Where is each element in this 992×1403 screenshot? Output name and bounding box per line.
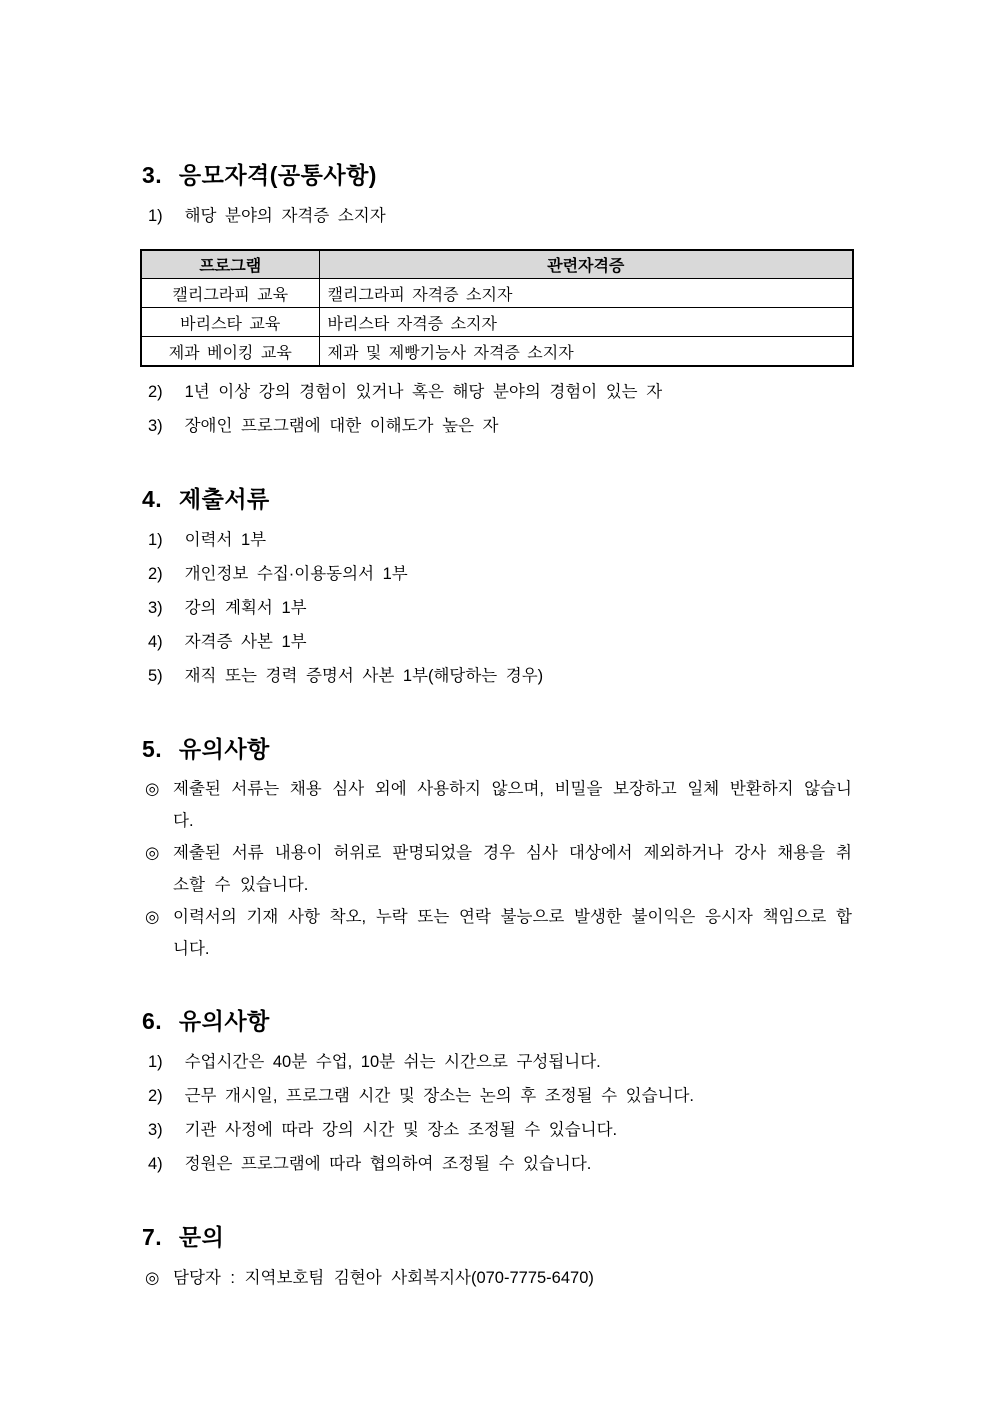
item-marker: 1): [148, 531, 163, 549]
program-cell: 제과 베이킹 교육: [141, 337, 319, 367]
list-item: [140, 1045, 852, 1079]
contact-text: 담당자 : 지역보호팀 김현아 사회복지사(070-7775-6470): [173, 1269, 594, 1287]
bullet-item: [140, 837, 852, 901]
list-item: [140, 591, 852, 625]
section-title: 유의사항: [178, 1008, 270, 1034]
section-heading: [142, 1223, 852, 1251]
double-circle-bullet-icon: ◎: [145, 780, 160, 798]
certificate-cell: 캘리그라피 자격증 소지자: [319, 279, 853, 308]
item-text: 강의 계획서 1부: [184, 599, 307, 617]
item-text: 재직 또는 경력 증명서 사본 1부(해당하는 경우): [184, 667, 544, 685]
section-heading: [142, 485, 852, 513]
section-notes-2: [140, 1007, 852, 1181]
item-marker: 2): [148, 565, 163, 583]
section-number: 7.: [142, 1224, 163, 1250]
item-text: 이력서 1부: [184, 531, 267, 549]
bullet-text: 제출된 서류는 채용 심사 외에 사용하지 않으며, 비밀을 보장하고 일체 반환하지 않습니다.: [173, 780, 852, 830]
item-marker: 1): [148, 1053, 163, 1071]
section-heading: [142, 1007, 852, 1035]
list-item: [140, 199, 852, 233]
double-circle-bullet-icon: ◎: [145, 1269, 160, 1287]
program-cell: 바리스타 교육: [141, 308, 319, 337]
section-title: 응모자격(공통사항): [178, 162, 377, 188]
program-cell: 캘리그라피 교육: [141, 279, 319, 308]
item-text: 근무 개시일, 프로그램 시간 및 장소는 논의 후 조정될 수 있습니다.: [184, 1087, 695, 1105]
section-title: 문의: [178, 1224, 225, 1250]
list-item: [140, 1113, 852, 1147]
list-item: [140, 625, 852, 659]
item-marker: 4): [148, 633, 163, 651]
item-marker: 3): [148, 1121, 163, 1139]
table-row: [141, 337, 853, 367]
list-item: [140, 1147, 852, 1181]
bullet-item: [140, 901, 852, 965]
contact-line: [140, 1261, 852, 1295]
item-text: 장애인 프로그램에 대한 이해도가 높은 자: [184, 417, 499, 435]
section-documents: [140, 485, 852, 693]
bullet-item: [140, 773, 852, 837]
section-number: 6.: [142, 1008, 163, 1034]
section-number: 4.: [142, 486, 163, 512]
bullet-text: 제출된 서류 내용이 허위로 판명되었을 경우 심사 대상에서 제외하거나 강사 채용을 취소할 수 있습니다.: [173, 844, 852, 894]
list-item: [140, 409, 852, 443]
qualification-table: [140, 249, 854, 367]
section-title: 유의사항: [178, 736, 270, 762]
table-header-row: [141, 250, 853, 279]
table-header-cell: 프로그램: [141, 250, 319, 279]
section-title: 제출서류: [178, 486, 270, 512]
item-text: 1년 이상 강의 경험이 있거나 혹은 해당 분야의 경험이 있는 자: [184, 383, 663, 401]
item-marker: 2): [148, 1087, 163, 1105]
item-text: 수업시간은 40분 수업, 10분 쉬는 시간으로 구성됩니다.: [184, 1053, 601, 1071]
double-circle-bullet-icon: ◎: [145, 908, 160, 926]
certificate-cell: 바리스타 자격증 소지자: [319, 308, 853, 337]
item-text: 정원은 프로그램에 따라 협의하여 조정될 수 있습니다.: [184, 1155, 592, 1173]
section-heading: [142, 735, 852, 763]
item-text: 개인정보 수집·이용동의서 1부: [184, 565, 408, 583]
list-item: [140, 1079, 852, 1113]
section-number: 3.: [142, 162, 163, 188]
list-item: [140, 659, 852, 693]
item-marker: 4): [148, 1155, 163, 1173]
document-content: [140, 161, 852, 1295]
item-marker: 3): [148, 599, 163, 617]
item-marker: 1): [148, 207, 163, 225]
item-text: 자격증 사본 1부: [184, 633, 307, 651]
item-marker: 5): [148, 667, 163, 685]
item-text: 해당 분야의 자격증 소지자: [184, 207, 386, 225]
double-circle-bullet-icon: ◎: [145, 844, 160, 862]
list-item: [140, 375, 852, 409]
section-number: 5.: [142, 736, 163, 762]
certificate-cell: 제과 및 제빵기능사 자격증 소지자: [319, 337, 853, 367]
section-heading: [142, 161, 852, 189]
item-text: 기관 사정에 따라 강의 시간 및 장소 조정될 수 있습니다.: [184, 1121, 618, 1139]
section-contact: [140, 1223, 852, 1295]
item-marker: 2): [148, 383, 163, 401]
section-notes-1: [140, 735, 852, 965]
table-row: [141, 279, 853, 308]
section-qualifications: [140, 161, 852, 443]
table-row: [141, 308, 853, 337]
item-marker: 3): [148, 417, 163, 435]
list-item: [140, 523, 852, 557]
bullet-text: 이력서의 기재 사항 착오, 누락 또는 연락 불능으로 발생한 불이익은 응시자 책임으로 합니다.: [173, 908, 852, 958]
list-item: [140, 557, 852, 591]
table-header-cell: 관련자격증: [319, 250, 853, 279]
